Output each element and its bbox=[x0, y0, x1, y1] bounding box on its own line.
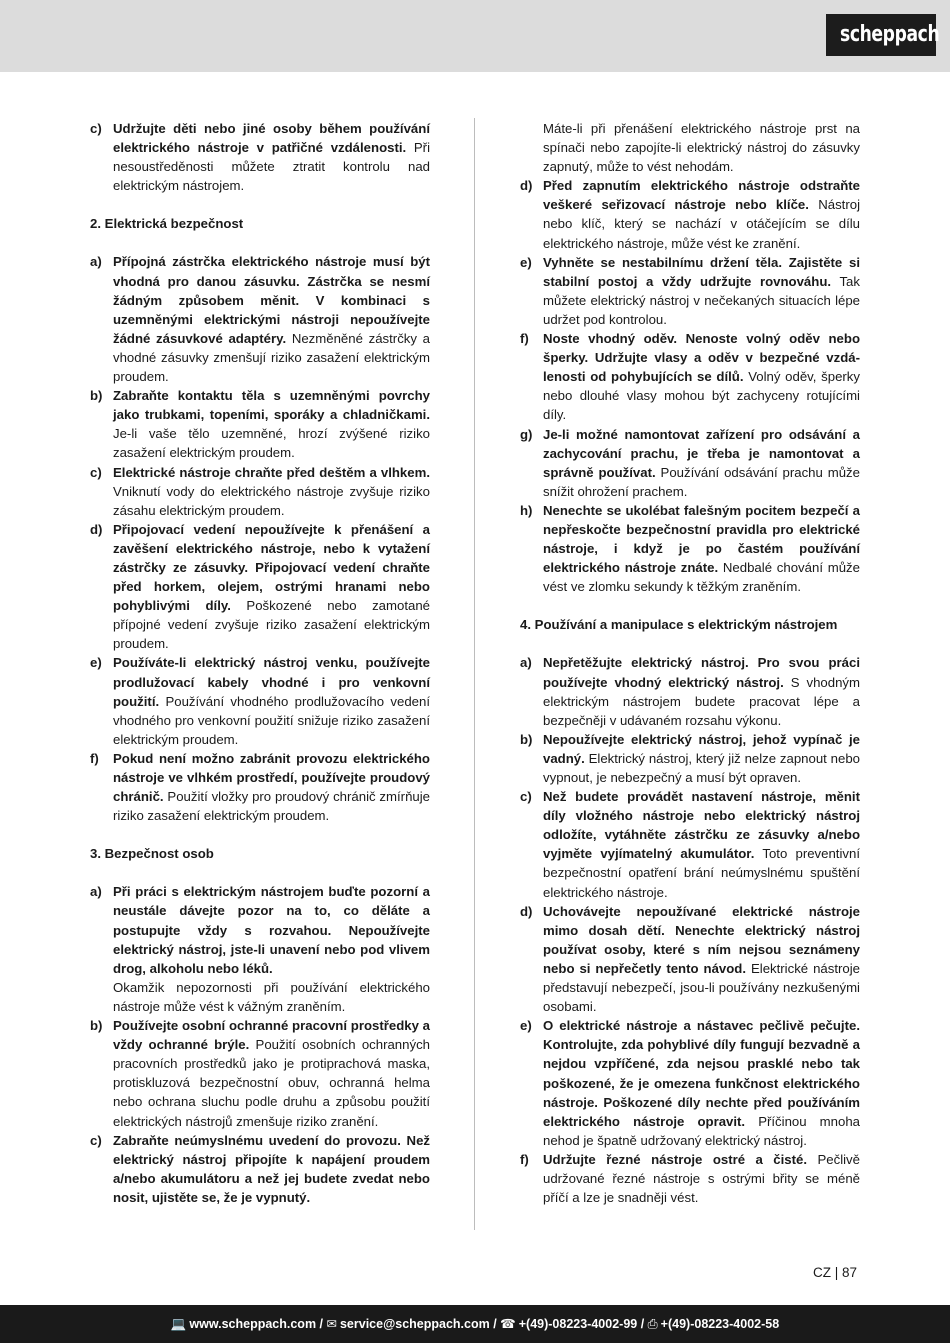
list-item: a) Nepřetěžujte elektrický nástroj. Pro svou práci používejte vhodný elektrický nástroj. S vhodným elektrickým nástrojem budete pracovat lépe a bezpečněji v udávaném rozsahu výkonu. bbox=[520, 655, 860, 728]
fax-icon: ⎙ bbox=[647, 1317, 658, 1331]
list-item: e) Vyhněte se nestabilnímu držení těla. Zajistěte si stabilní postoj a vždy udržujte rovnováhu. Tak můžete elektrický nástroj v nečekaných situacích lépe udržet pod kontrolou. bbox=[520, 254, 860, 327]
brand-logo: scheppach bbox=[826, 14, 936, 56]
list-item: e) Používáte-li elektrický nástroj venku, používejte prodlužovací kabely vhodné i pro venkovní použití. Používání vhodného prodlužovacího vedení vhodného pro venkovní použití snižuje riziko zasažení elektrickým proudem. bbox=[90, 655, 430, 747]
page-header bbox=[0, 0, 950, 72]
list-item: b) Nepoužívejte elektrický nástroj, jehož vypínač je vadný. Elektrický nástroj, který již nelze zapnout nebo vypnout, je nebezpečný a musí být opraven. bbox=[520, 731, 860, 785]
page-footer: 💻 www.scheppach.com / ✉ service@scheppach.com / ☎ +(49)-08223-4002-99 / ⎙ +(49)-08223-4002-58 bbox=[0, 1305, 950, 1343]
list-item: c) Než budete provádět nastavení nástroje, měnit díly vložného nástroje nebo elektrický nástroj odložíte, vytáhněte zástrčku ze zásuvky a/nebo vyjměte vyjímatelný akumulátor. Toto preventivní bezpečnostní opatření brání neúmyslnému spuštění elektrického nástroje. bbox=[520, 789, 860, 900]
list-item: g) Je-li možné namontovat zařízení pro odsávání a zachycování prachu, je třeba je namontovat a správně používat. Používání odsávání prachu může snížit ohrožení prachem. bbox=[520, 426, 860, 499]
list-item: e) O elektrické nástroje a nástavec pečlivě pečujte. Kontrolujte, zda pohyblivé díly fungují bezvadně a nejdou vzpříčené, zda nejsou prasklé nebo tak poškozené, že je omezena funkčnost elektrického nástroje. Poškozené díly nechte před používáním elektrického nástroje opravit. Příčinou mnoha nehod je špatně udržovaný elektrický nástroj. bbox=[520, 1018, 861, 1148]
section-heading: 3. Bezpečnost osob bbox=[90, 846, 214, 862]
fax-number: +(49)-08223-4002-58 bbox=[660, 1317, 780, 1331]
continued-text: Máte-li při přenášení elektrického nástroje prst na spínači nebo zapojíte-li elektrický nástroj do zásuvky zapnutý, může to vést nehodám. bbox=[543, 121, 860, 175]
list-item: d) Před zapnutím elektrického nástroje odstraňte veškeré seřizovací nástroje nebo klíče. Nástroj nebo klíč, který se nachází v otáčejícím se dílu elektrického nástroje, může vést ke zranění. bbox=[520, 178, 860, 251]
list-item: c) Zabraňte neúmyslnému uvedení do provozu. Než elektrický nástroj připojíte k napájení proudem a/nebo akumulátoru a než jej budete zvedat nebo nosit, ujistěte se, že je vypnutý. bbox=[90, 1132, 430, 1205]
list-item: f) Udržujte řezné nástroje ostré a čisté. Pečlivě udržované řezné nástroje s ostrými břity se méně příčí a lze je snadněji vést. bbox=[520, 1151, 860, 1206]
computer-icon: 💻 bbox=[170, 1317, 187, 1331]
email-link[interactable]: service@scheppach.com bbox=[339, 1317, 490, 1331]
email-icon: ✉ bbox=[326, 1317, 337, 1331]
list-item: f) Noste vhodný oděv. Nenoste volný oděv nebo šperky. Udržujte vlasy a oděv v bezpečné vzdálenosti od pohybujících se dílů. Volný oděv, šperky nebo dlouhé vlasy mohou být zachyceny rotujícími díly. bbox=[520, 331, 860, 423]
list-item: f) Pokud není možno zabránit provozu elektrického nástroje ve vlhkém prostředí, používejte proudový chránič. Použití vložky pro proudový chránič zmírňuje riziko zasažení elektrickým proudem. bbox=[90, 750, 430, 824]
column-divider bbox=[474, 118, 475, 1230]
list-item: h) Nenechte se ukolébat falešným pocitem bezpečí a nepřeskočte bezpečnostní pravidla pro elektrické nástroje, i když je po častém používání elektrického nástroje znáte. Nedbalé chování může vést ve zlomku sekundy k těžkým zraněním. bbox=[520, 502, 860, 595]
website-link[interactable]: www.scheppach.com bbox=[189, 1317, 317, 1331]
left-column bbox=[90, 119, 430, 1207]
list-item: c) Udržujte děti nebo jiné osoby během používání elektrického nástroje v patřičné vzdálenosti. Při nesoustředěnosti můžete ztratit kontrolu nad elektrickým nástrojem. bbox=[90, 121, 431, 194]
list-item: b) Používejte osobní ochranné pracovní prostředky a vždy ochranné brýle. Použití osobních ochranných pracovních prostředků jako je protiprachová maska, protiskluzová bezpečnostní obuv, ochranná helma nebo ochrana sluchu podle druhu a způsobu použití elektrických nástrojů zmenšuje riziko zranění. bbox=[90, 1018, 430, 1129]
list-item: d) Uchovávejte nepoužívané elektrické nástroje mimo dosah dětí. Nenechte elektrický nástroj používat osoby, které s ním nejsou seznámeny nebo si nepřečetly tento návod. Elektrické nástroje představují nebezpečí, jsou-li používány nezkušenými osobami. bbox=[520, 903, 860, 1015]
list-item: a) Při práci s elektrickým nástrojem buďte pozorní a neustále dávejte pozor na to, co děláte a postupujte vždy s rozvahou. Nepoužívejte elektrický nástroj, jste-li unavení nebo pod vlivem drog, alkoholu nebo léků. Okamžik nepozornosti při používání elektrického nástroje může vést k vážným zraněním. bbox=[90, 884, 430, 1014]
page-number: CZ | 87 bbox=[813, 1265, 858, 1280]
section-heading: 2. Elektrická bezpečnost bbox=[90, 216, 244, 232]
phone-number: +(49)-08223-4002-99 bbox=[518, 1317, 638, 1331]
list-item: c) Elektrické nástroje chraňte před deštěm a vlhkem. Vniknutí vody do elektrického nástroje zvyšuje riziko zásahu elektrickým proudem. bbox=[90, 464, 430, 518]
list-item: d) Připojovací vedení nepoužívejte k přenášení a zavěšení elektrického nástroje, nebo k vytažení zástrčky ze zásuvky. Připojovací vedení chraňte před horkem, olejem, ostrými hranami nebo pohyblivými díly. Poškozené nebo zamotané přípojné vedení zvyšuje riziko zasažení elektrickým proudem. bbox=[90, 521, 430, 652]
section-heading: 4. Používání a manipulace s elektrickým nástrojem bbox=[520, 617, 838, 633]
list-item: b) Zabraňte kontaktu těla s uzemněnými povrchy jako trubkami, topeními, sporáky a chladničkami. Je-li vaše tělo uzemněné, hrozí zvýšené riziko zasažení elektrickým proudem. bbox=[90, 388, 430, 461]
phone-icon: ☎ bbox=[500, 1317, 516, 1331]
right-column bbox=[520, 119, 860, 1207]
list-item: a) Přípojná zástrčka elektrického nástroje musí být vhodná pro danou zásuvku. Zástrčka se nesmí žádným způsobem měnit. V kombinaci s uzemněnými elektrickými nástroji nepoužívejte žádné zásuvkové adaptéry. Nezměněné zástrčky a vhodné zásuvky zmenšují riziko zasažení elektrickým proudem. bbox=[90, 254, 430, 385]
